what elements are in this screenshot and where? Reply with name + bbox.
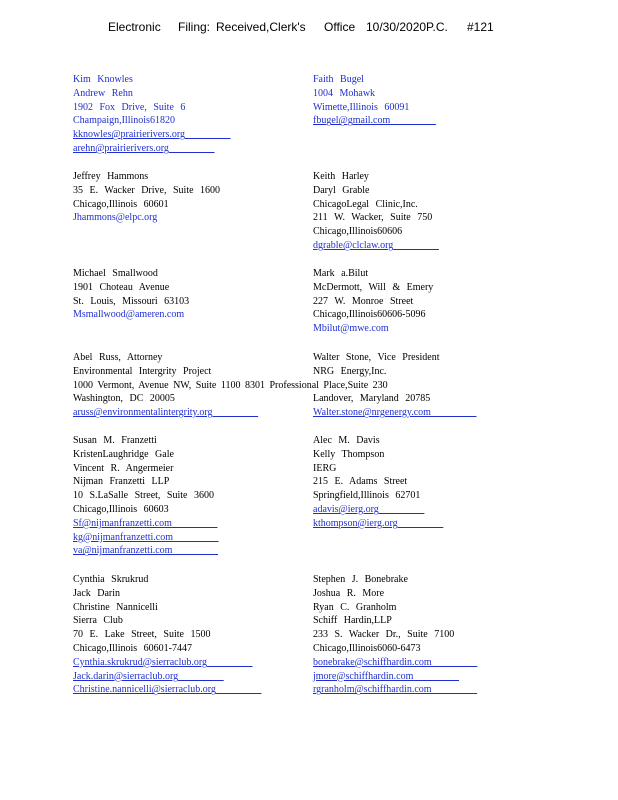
contact-line: Ryan C. Granholm bbox=[313, 601, 397, 613]
contact-line: Wimette,Illinois 60091 bbox=[313, 101, 410, 113]
contact-line: Chicago,Illinois60606 bbox=[313, 226, 403, 238]
contact-line: 1902 Fox Drive, Suite 6 bbox=[73, 101, 186, 113]
contact-block-bugel bbox=[313, 73, 436, 128]
contact-line: Mark a.Bilut bbox=[313, 268, 369, 279]
contact-line: Stephen J. Bonebrake bbox=[313, 574, 408, 585]
email-link[interactable]: adavis@ierg.org bbox=[313, 503, 379, 515]
contact-line: Joshua R. More bbox=[313, 587, 385, 599]
contact-block-bilut bbox=[313, 267, 433, 336]
contact-line: Nijman Franzetti LLP bbox=[73, 476, 170, 488]
contact-line: Landover, Maryland 20785 bbox=[313, 393, 431, 405]
contact-block-franzetti bbox=[73, 434, 219, 558]
contact-line: Faith Bugel bbox=[313, 74, 364, 85]
contact-line: Daryl Grable bbox=[313, 184, 370, 196]
contact-block-davis-thompson bbox=[313, 434, 443, 531]
contact-line: 211 W. Wacker, Suite 750 bbox=[313, 212, 433, 224]
email-link[interactable]: jmore@schiffhardin.com bbox=[313, 670, 414, 682]
contact-line: Schiff Hardin,LLP bbox=[313, 615, 392, 627]
email-link[interactable]: bonebrake@schiffhardin.com bbox=[313, 656, 432, 668]
contact-line: Abel Russ, Attorney bbox=[73, 352, 163, 363]
contact-line: ChicagoLegal Clinic,Inc. bbox=[313, 198, 418, 210]
contact-line: Vincent R. Angermeier bbox=[73, 462, 174, 474]
contact-line: Andrew Rehn bbox=[73, 87, 133, 99]
contact-line: Kelly Thompson bbox=[313, 448, 385, 460]
email-link[interactable]: Walter.stone@nrgenergy.com bbox=[313, 407, 431, 419]
email-link[interactable]: va@nijmanfranzetti.com bbox=[73, 545, 173, 557]
email-link[interactable]: Cynthia.skrukrud@sierraclub.org bbox=[73, 656, 207, 668]
header-office: Office bbox=[324, 20, 356, 34]
contact-line: 1000 Vermont, Avenue NW, Suite 1100 8301 Professional Place,Suite 230 bbox=[73, 379, 388, 391]
header-date: 10/30/2020P.C. bbox=[366, 20, 448, 34]
email-link[interactable]: Mbilut@mwe.com bbox=[313, 323, 389, 335]
contact-line: 1901 Choteau Avenue bbox=[73, 281, 170, 293]
contact-line: Chicago,Illinois 60601 bbox=[73, 198, 169, 210]
contact-line: 70 E. Lake Street, Suite 1500 bbox=[73, 629, 211, 641]
email-link[interactable]: aruss@environmentalintergrity.org bbox=[73, 407, 213, 419]
email-link[interactable]: Sf@nijmanfranzetti.com bbox=[73, 517, 172, 529]
email-link[interactable]: kg@nijmanfranzetti.com bbox=[73, 531, 174, 543]
contact-line: Chicago,Illinois6060-6473 bbox=[313, 642, 421, 654]
header-filing: Filing: bbox=[178, 20, 211, 34]
email-link[interactable]: dgrable@clclaw.org bbox=[313, 239, 394, 251]
contact-line: NRG Energy,Inc. bbox=[313, 365, 387, 377]
contact-line: Jack Darin bbox=[73, 587, 121, 599]
contact-line: Washington, DC 20005 bbox=[73, 393, 175, 405]
contact-line: Michael Smallwood bbox=[73, 268, 158, 279]
contact-line: Jeffrey Hammons bbox=[73, 171, 149, 182]
email-link[interactable]: Jack.darin@sierraclub.org bbox=[73, 670, 179, 682]
contact-block-sierra-club bbox=[73, 573, 261, 697]
contact-line-spacer bbox=[313, 379, 476, 393]
contact-block-knowles-rehn bbox=[73, 73, 231, 156]
header-electronic: Electronic bbox=[108, 20, 161, 34]
email-link[interactable]: Christine.nannicelli@sierraclub.org bbox=[73, 684, 216, 696]
contact-line: Christine Nannicelli bbox=[73, 601, 158, 613]
contact-line: 1004 Mohawk bbox=[313, 87, 376, 99]
contact-line: IERG bbox=[313, 462, 337, 474]
email-link[interactable]: kthompson@ierg.org bbox=[313, 517, 398, 529]
contact-line: Springfield,Illinois 62701 bbox=[313, 490, 421, 502]
email-link[interactable]: Jhammons@elpc.org bbox=[73, 212, 158, 224]
contact-line: Kim Knowles bbox=[73, 74, 133, 85]
contact-line: St. Louis, Missouri 63103 bbox=[73, 295, 190, 307]
contact-block-stone bbox=[313, 351, 476, 420]
contact-line: Champaign,Illinois61820 bbox=[73, 115, 175, 127]
contact-line: Chicago,Illinois 60603 bbox=[73, 503, 169, 515]
contact-line: Environmental Intergrity Project bbox=[73, 365, 212, 377]
email-link[interactable]: kknowles@prairierivers.org bbox=[73, 129, 186, 141]
header-number: #121 bbox=[467, 20, 494, 34]
email-link[interactable]: arehn@prairierivers.org bbox=[73, 142, 169, 154]
contact-line: 233 S. Wacker Dr., Suite 7100 bbox=[313, 629, 455, 641]
contact-line: 10 S.LaSalle Street, Suite 3600 bbox=[73, 490, 214, 502]
contact-line: Sierra Club bbox=[73, 615, 123, 627]
contact-line: Walter Stone, Vice President bbox=[313, 352, 440, 363]
email-link[interactable]: Msmallwood@ameren.com bbox=[73, 309, 185, 321]
contact-block-smallwood bbox=[73, 267, 189, 322]
contact-block-harley-grable bbox=[313, 170, 439, 253]
header-received: Received,Clerk's bbox=[216, 20, 306, 34]
contact-line: 35 E. Wacker Drive, Suite 1600 bbox=[73, 184, 221, 196]
contact-line: Chicago,Illinois60606-5096 bbox=[313, 309, 426, 321]
contact-line: Cynthia Skrukrud bbox=[73, 574, 149, 585]
contact-line: KristenLaughridge Gale bbox=[73, 448, 174, 460]
contact-line: Alec M. Davis bbox=[313, 435, 380, 446]
contact-block-hammons bbox=[73, 170, 220, 225]
contact-line: 227 W. Monroe Street bbox=[313, 295, 414, 307]
contact-line: 215 E. Adams Street bbox=[313, 476, 408, 488]
contact-line: Keith Harley bbox=[313, 171, 369, 182]
contact-line: Chicago,Illinois 60601-7447 bbox=[73, 642, 192, 654]
contact-block-schiff-hardin bbox=[313, 573, 477, 697]
contact-line: McDermott, Will & Emery bbox=[313, 281, 434, 293]
email-link[interactable]: rgranholm@schiffhardin.com bbox=[313, 684, 432, 696]
contact-line: Susan M. Franzetti bbox=[73, 435, 157, 446]
email-link[interactable]: fbugel@gmail.com bbox=[313, 115, 391, 127]
